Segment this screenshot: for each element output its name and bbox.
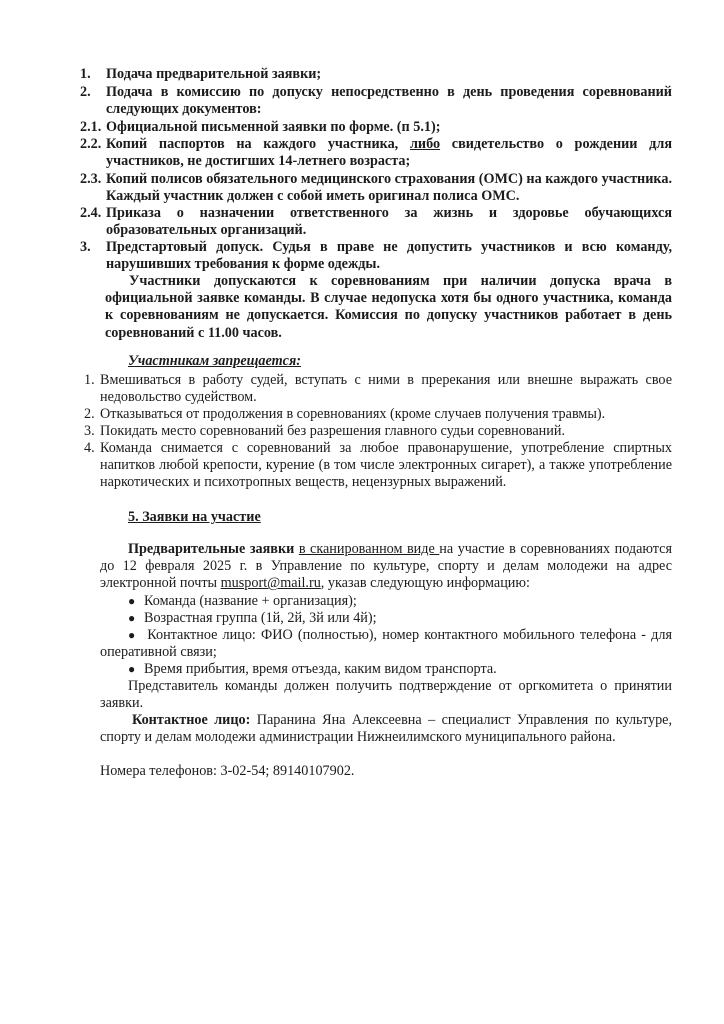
requirement-number: 3. <box>80 239 91 255</box>
requirement-text-part: свидетельство о рождении для участников, не достигших 14-летнего возраста; <box>106 136 672 170</box>
bullet-dot-icon: ● <box>128 628 137 642</box>
admission-paragraph: Участники допускаются к соревнованиям при наличии допуска врача в официальной заявке команды. В случае недопуска хотя бы одного участника, команда к соревнованиям не допускается. Комиссия по допуску участников работает в день соревнований с 11.00 часов. <box>105 273 672 341</box>
requirement-number: 1. <box>80 66 91 82</box>
contact-label: Контактное лицо: <box>132 712 251 728</box>
prohibited-heading: Участникам запрещается: <box>128 353 302 369</box>
prohibited-number: 1. <box>84 372 95 388</box>
confirmation-paragraph: Представитель команды должен получить подтверждение от оргкомитета о принятии заявки. <box>100 678 672 712</box>
prohibited-item <box>84 440 672 494</box>
requirement-item <box>80 84 672 120</box>
bullet-text: Команда (название + организация); <box>144 593 357 609</box>
intro-bold: Предварительные заявки <box>128 541 295 557</box>
section-heading: 5. Заявки на участие <box>128 509 261 525</box>
requirement-item <box>80 205 672 241</box>
requirement-text: Официальной письменной заявки по форме. (п 5.1); <box>106 119 441 135</box>
prohibited-item <box>84 372 672 408</box>
requirement-number: 2.4. <box>80 205 102 221</box>
prohibited-number: 2. <box>84 406 95 422</box>
bullet-dot-icon: ● <box>128 611 136 625</box>
contact-text: Паранина Яна Алексеевна – специалист Управления по культуре, спорту и делам молодежи администрации Нижнеилимского муниципального района. <box>100 712 673 746</box>
requirement-item <box>80 136 672 172</box>
prohibited-text: Вмешиваться в работу судей, вступать с ними в пререкания или внешне выражать свое недовольство судейством. <box>100 372 672 406</box>
bullet-dot-icon: ● <box>128 662 136 676</box>
contact-paragraph <box>100 712 672 746</box>
section5-intro <box>100 541 672 593</box>
bullet-text: Возрастная группа (1й, 2й, 3й или 4й); <box>144 610 377 626</box>
prohibited-text: Команда снимается с соревнований за любое правонарушение, употребление спиртных напитков любой крепости, курение (в том числе электронных сигарет), а также употребление наркотических и психотропных веществ, нецензурных выражений. <box>100 440 672 491</box>
prohibited-text: Покидать место соревнований без разрешения главного судьи соревнований. <box>100 423 565 439</box>
phones-line: Номера телефонов: 3-02-54; 89140107902. <box>100 763 355 779</box>
requirement-text: Подача предварительной заявки; <box>106 66 322 82</box>
bullet-item <box>100 627 672 661</box>
requirement-number: 2.3. <box>80 171 102 187</box>
bullet-dot-icon: ● <box>128 594 136 608</box>
prohibited-number: 3. <box>84 423 95 439</box>
requirement-number: 2.1. <box>80 119 102 135</box>
requirement-number: 2. <box>80 84 91 100</box>
requirement-item <box>80 239 672 275</box>
email-link[interactable]: musport@mail.ru <box>220 575 321 592</box>
requirement-text: Приказа о назначении ответственного за жизнь и здоровье обучающихся образовательных организаций. <box>106 205 672 239</box>
requirement-text <box>106 136 672 170</box>
intro-underlined: в сканированном виде <box>298 541 440 557</box>
requirement-text: Копий полисов обязательного медицинского страхования (ОМС) на каждого участника. Каждый участник должен с собой иметь оригинал полиса ОМС. <box>106 171 672 205</box>
underlined-word: либо <box>409 136 441 152</box>
requirement-text: Подача в комиссию по допуску непосредственно в день проведения соревнований следующих документов: <box>106 84 672 118</box>
bullet-text: Время прибытия, время отъезда, каким видом транспорта. <box>144 661 497 677</box>
prohibited-number: 4. <box>84 440 95 456</box>
requirement-number: 2.2. <box>80 136 102 152</box>
prohibited-text: Отказываться от продолжения в соревнованиях (кроме случаев получения травмы). <box>100 406 606 422</box>
intro-tail: , указав следующую информацию: <box>320 575 530 592</box>
bullet-text: Контактное лицо: ФИО (полностью), номер контактного мобильного телефона - для оперативной связи; <box>100 627 673 661</box>
requirement-item <box>80 171 672 207</box>
requirement-text-part: Копий паспортов на каждого участника, <box>106 136 410 152</box>
requirement-text: Предстартовый допуск. Судья в праве не допустить участников и всю команду, нарушивших требования к форме одежды. <box>106 239 672 273</box>
intro-text: на участие в соревнованиях подаются до 12 февраля 2025 г. в Управление по культуре, спорту и делам молодежи на адрес электронной почты <box>100 541 673 592</box>
